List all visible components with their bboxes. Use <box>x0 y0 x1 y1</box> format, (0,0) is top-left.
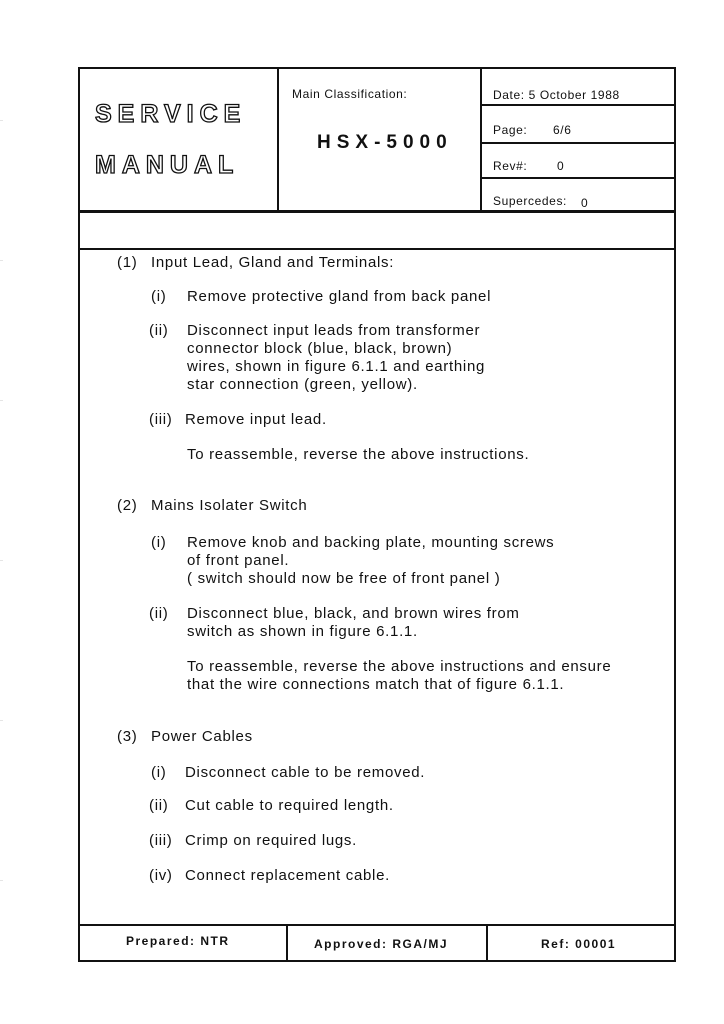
section-1-step-3-number: (iii) <box>149 411 173 428</box>
header-bottom-rule <box>78 210 676 213</box>
section-1-note: To reassemble, reverse the above instructions. <box>187 446 530 463</box>
section-1-step-2-number: (ii) <box>149 322 169 339</box>
section-1-title: Input Lead, Gland and Terminals: <box>151 254 395 271</box>
date-row-rule <box>480 104 676 106</box>
section-1-step-2-line-2: connector block (blue, black, brown) <box>187 340 453 357</box>
section-1-step-2-line-4: star connection (green, yellow). <box>187 376 418 393</box>
section-3-step-2-line-1: Cut cable to required length. <box>185 797 394 814</box>
section-1-step-3-line-1: Remove input lead. <box>185 411 327 428</box>
page-label: Page: <box>493 123 528 137</box>
section-2-step-1-line-3: ( switch should now be free of front panel ) <box>187 570 501 587</box>
rev-row-rule <box>480 177 676 179</box>
header-divider-2 <box>480 67 482 211</box>
approved-by: Approved: RGA/MJ <box>314 937 449 951</box>
footer-divider-1 <box>286 924 288 962</box>
section-3-step-4-line-1: Connect replacement cable. <box>185 867 390 884</box>
model-number: HSX-5000 <box>317 132 453 153</box>
section-2-step-1-line-2: of front panel. <box>187 552 290 569</box>
section-2-step-2-line-2: switch as shown in figure 6.1.1. <box>187 623 418 640</box>
section-3-title: Power Cables <box>151 728 253 745</box>
date-field: Date: 5 October 1988 <box>493 88 620 102</box>
footer-divider-2 <box>486 924 488 962</box>
section-2-note-line-1: To reassemble, reverse the above instructions and ensure <box>187 658 612 675</box>
reference-number: Ref: 00001 <box>541 937 617 951</box>
section-1-number: (1) <box>117 254 138 271</box>
section-2-step-1-line-1: Remove knob and backing plate, mounting screws <box>187 534 555 551</box>
rev-value: 0 <box>557 159 565 173</box>
title-manual: MANUAL <box>95 151 240 179</box>
section-3-step-3-number: (iii) <box>149 832 173 849</box>
section-3-step-2-number: (ii) <box>149 797 169 814</box>
section-2-step-2-number: (ii) <box>149 605 169 622</box>
section-1-step-2-line-3: wires, shown in figure 6.1.1 and earthing <box>187 358 486 375</box>
rev-label: Rev#: <box>493 159 528 173</box>
prepared-by: Prepared: NTR <box>126 934 230 948</box>
main-classification-label: Main Classification: <box>292 87 408 101</box>
section-1-step-2-line-1: Disconnect input leads from transformer <box>187 322 481 339</box>
section-2-step-2-line-1: Disconnect blue, black, and brown wires from <box>187 605 520 622</box>
section-2-note-line-2: that the wire connections match that of figure 6.1.1. <box>187 676 565 693</box>
section-3-number: (3) <box>117 728 138 745</box>
supercedes-value: 0 <box>581 196 589 210</box>
header-divider-1 <box>277 67 279 211</box>
supercedes-label: Supercedes: <box>493 194 567 208</box>
footer-top-rule <box>78 924 676 926</box>
section-2-step-1-number: (i) <box>151 534 167 551</box>
section-1-step-1-line-1: Remove protective gland from back panel <box>187 288 492 305</box>
section-3-step-1-number: (i) <box>151 764 167 781</box>
page-value: 6/6 <box>553 123 572 137</box>
page-row-rule <box>480 142 676 144</box>
section-3-step-3-line-1: Crimp on required lugs. <box>185 832 358 849</box>
section-2-title: Mains Isolater Switch <box>151 497 308 514</box>
section-1-step-1-number: (i) <box>151 288 167 305</box>
title-service: SERVICE <box>95 100 247 128</box>
body-top-rule <box>78 248 676 250</box>
section-3-step-4-number: (iv) <box>149 867 173 884</box>
section-3-step-1-line-1: Disconnect cable to be removed. <box>185 764 426 781</box>
section-2-number: (2) <box>117 497 138 514</box>
